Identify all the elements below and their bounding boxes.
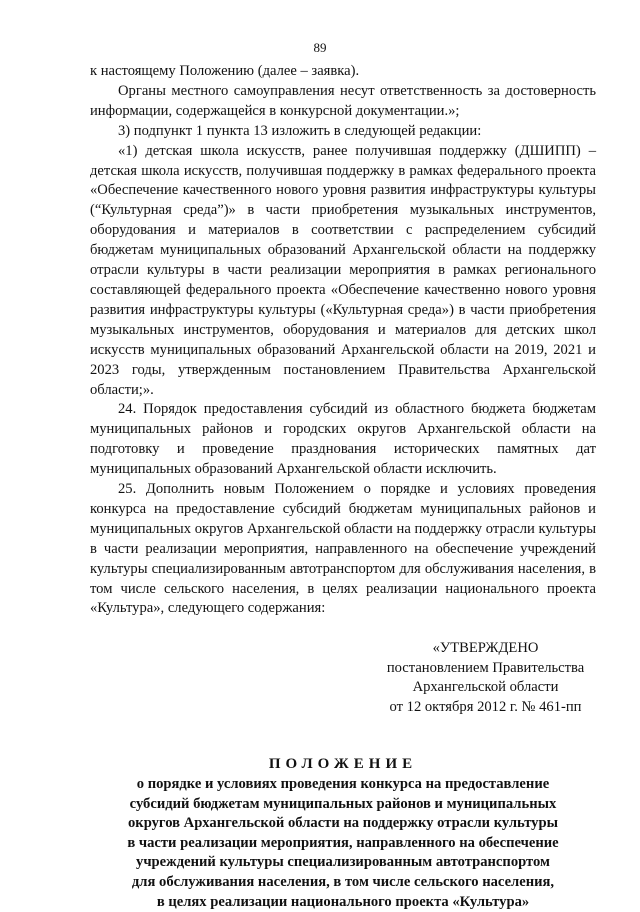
approval-approved-label: «УТВЕРЖДЕНО	[432, 640, 539, 657]
regulation-title	[90, 755, 596, 912]
regulation-title-line: в части реализации мероприятия, направленного на обеспечение	[127, 834, 559, 851]
approval-resolution-label: постановлением Правительства	[386, 659, 585, 676]
paragraph-definition-dship: «1) детская школа искусств, ранее получившая поддержку (ДШИПП) – детская школа искусств, получившая поддержку в рамках федерального проекта «Обеспечение качественного нового уровня развития инфраструктуры культуры (“Культурная среда”)» в части приобретения музыкальных инструментов, оборудования и материалов в соответствии с распределением субсидий бюджетам муниципальных образований Архангельской области на поддержку отрасли культуры в части реализации мероприятия в рамках регионального составляющей федерального проекта «Обеспечение качественно нового уровня развития инфраструктуры культуры («Культурная среда») в части приобретения музыкальных инструментов, оборудования и материалов для детских школ искусств муниципальных образований Архангельской области на 2019, 2021 и 2023 годы, утвержденным постановлением Правительства Архангельской области;».	[90, 142, 596, 398]
paragraph-responsibility: Органы местного самоуправления несут ответственность за достоверность информации, содержащейся в конкурсной документации.»;	[90, 82, 596, 119]
regulation-heading: ПОЛОЖЕНИЕ	[268, 756, 418, 773]
paragraph-item-24: 24. Порядок предоставления субсидий из областного бюджета бюджетам муниципальных районов и городских округов Архангельской области на подготовку и проведение празднования исторических памятных дат муниципальных образований Архангельской области исключить.	[90, 401, 596, 478]
page-number: 89	[313, 40, 327, 55]
regulation-title-line: для обслуживания населения, в том числе сельского населения,	[131, 873, 555, 890]
regulation-title-line: субсидий бюджетам муниципальных районов и муниципальных	[129, 795, 557, 812]
paragraph-item-25: 25. Дополнить новым Положением о порядке и условиях проведения конкурса на предоставление субсидий бюджетам муниципальных районов и муниципальных округов Архангельской области на поддержку отрасли культуры в части реализации мероприятия, направленного на обеспечение учреждений культуры специализированным автотранспортом для обслуживания населения, в том числе сельского населения, в целях реализации национального проекта «Культура», следующего содержания:	[90, 481, 596, 617]
approval-date-number: от 12 октября 2012 г. № 461-пп	[389, 698, 582, 715]
approval-region-label: Архангельской области	[412, 679, 559, 696]
regulation-title-line: в целях реализации национального проекта «Культура»	[156, 893, 530, 910]
document-body	[90, 62, 596, 912]
paragraph-subpoint-edit: 3) подпункт 1 пункта 13 изложить в следующей редакции:	[118, 122, 482, 139]
regulation-title-line: о порядке и условиях проведения конкурса на предоставление	[136, 775, 550, 792]
paragraph-continuation: к настоящему Положению (далее – заявка).	[90, 63, 360, 79]
regulation-title-line: учреждений культуры специализированным автотранспортом	[136, 854, 550, 871]
approval-stamp-block	[375, 639, 596, 717]
regulation-title-line: округов Архангельской области на поддержку отрасли культуры	[128, 815, 558, 832]
